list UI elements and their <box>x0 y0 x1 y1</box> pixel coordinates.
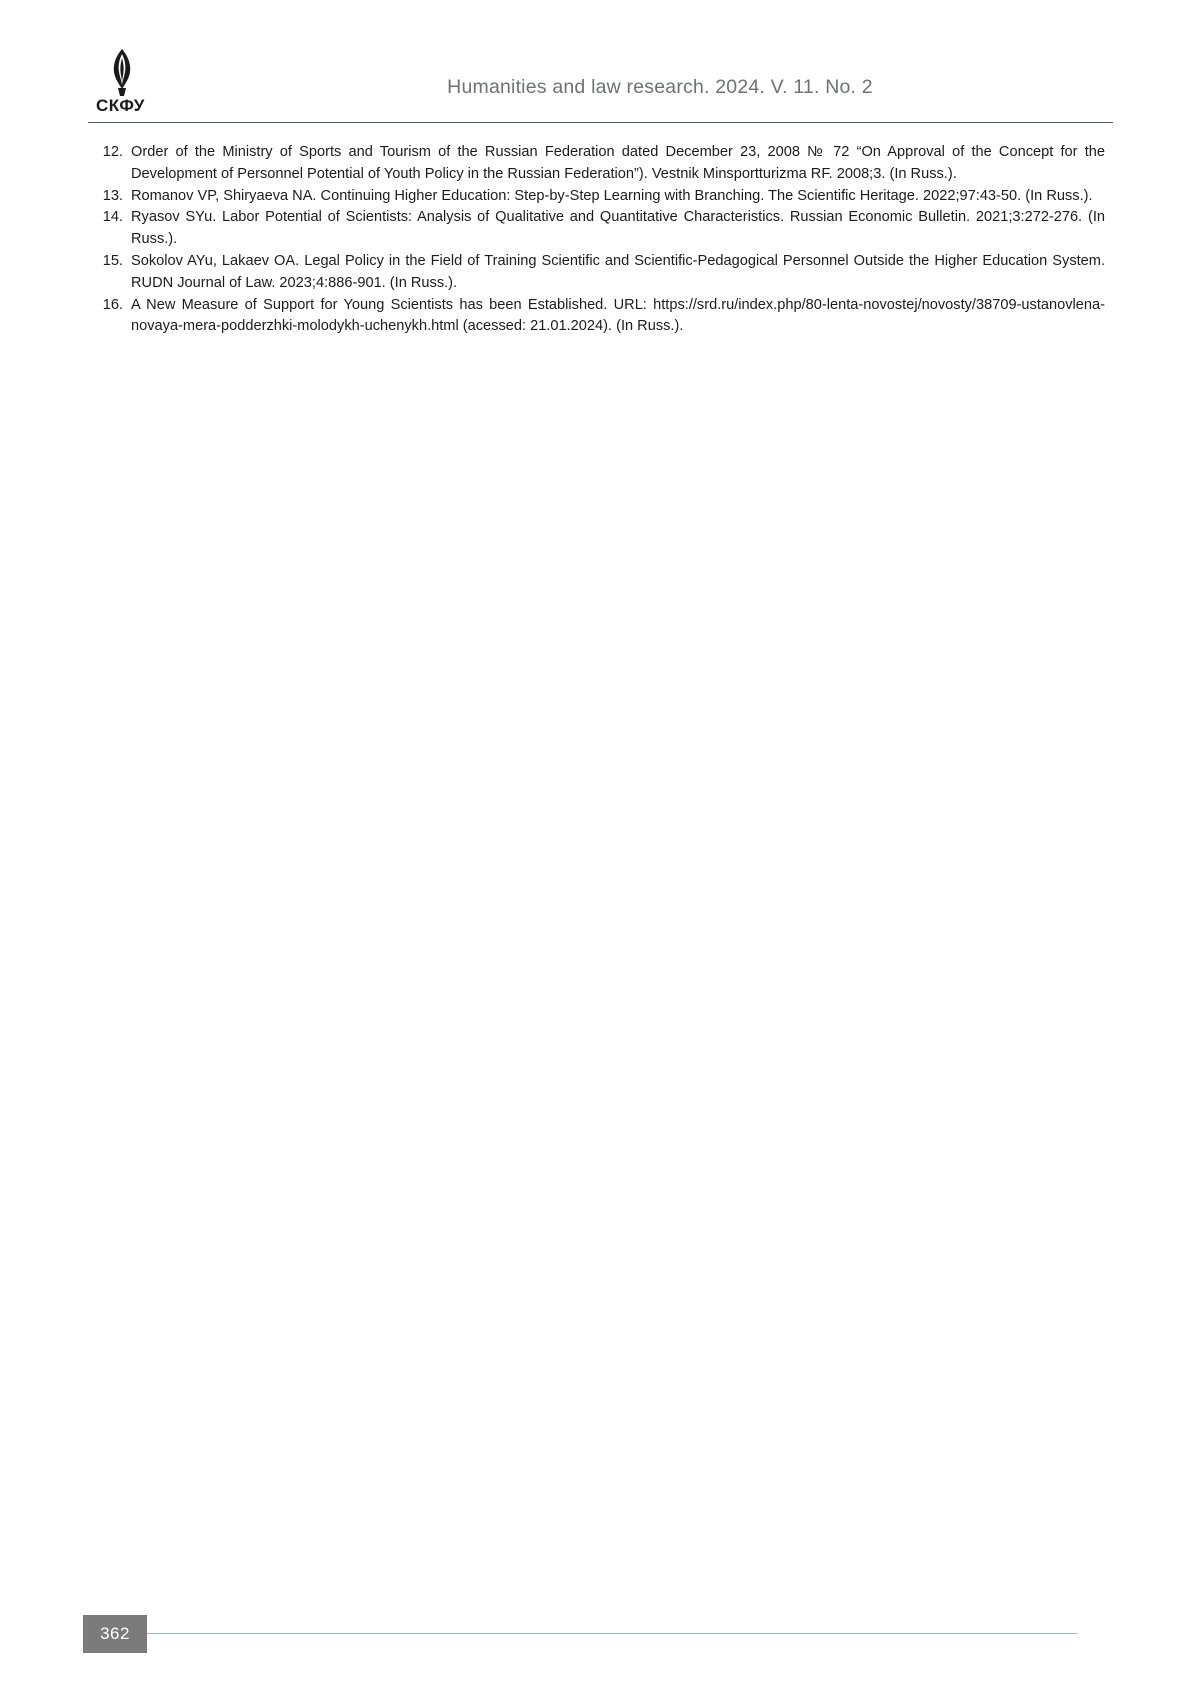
reference-text: Ryasov SYu. Labor Potential of Scientists: Analysis of Qualitative and Quantitative Characteristics. Russian Economic Bulletin. 2021;3:272-276. (In Russ.). <box>131 209 1105 248</box>
page-footer <box>0 1577 1200 1697</box>
list-item <box>98 251 1105 295</box>
list-item <box>98 207 1105 251</box>
journal-title: Humanities and law research. 2024. V. 11. No. 2 <box>447 76 873 98</box>
list-item <box>98 186 1105 208</box>
page-number: 362 <box>83 1615 147 1653</box>
reference-text: Sokolov AYu, Lakaev OA. Legal Policy in the Field of Training Scientific and Scientific-Pedagogical Personnel Outside the Higher Education System. RUDN Journal of Law. 2023;4:886-901. (In Russ.). <box>131 252 1105 291</box>
header-divider <box>88 122 1113 123</box>
reference-number: 13. <box>102 187 123 204</box>
reference-number: 12. <box>102 144 123 160</box>
footer-divider <box>147 1633 1077 1634</box>
reference-list <box>98 142 1105 338</box>
reference-text: Order of the Ministry of Sports and Tourism of the Russian Federation dated December 23, 2008 № 72 “On Approval of the Concept for the Development of Personnel Potential of Youth Policy in the Russian Federation”). Vestnik Minsportturizma RF. 2008;3. (In Russ.). <box>131 144 1105 182</box>
reference-number: 16. <box>102 296 123 313</box>
reference-text: Romanov VP, Shiryaeva NA. Continuing Higher Education: Step-by-Step Learning with Branching. The Scientific Heritage. 2022;97:43-50. (In Russ.). <box>131 187 1093 204</box>
reference-number: 15. <box>102 252 123 269</box>
reference-text: A New Measure of Support for Young Scientists has been Established. URL: https://srd.ru/index.php/80-lenta-novostej/novosty/38709-ustanovlena-novaya-mera-podderzhki-molodykh-uchenykh.html (acessed: 21.01.2024). (In Russ.). <box>131 296 1105 335</box>
page-header <box>0 0 1200 130</box>
list-item <box>98 142 1105 186</box>
reference-number: 14. <box>102 209 123 226</box>
logo-wordmark: СКФУ <box>96 96 145 115</box>
university-logo <box>88 48 178 120</box>
list-item <box>98 295 1105 339</box>
eagle-emblem-icon <box>102 48 142 100</box>
